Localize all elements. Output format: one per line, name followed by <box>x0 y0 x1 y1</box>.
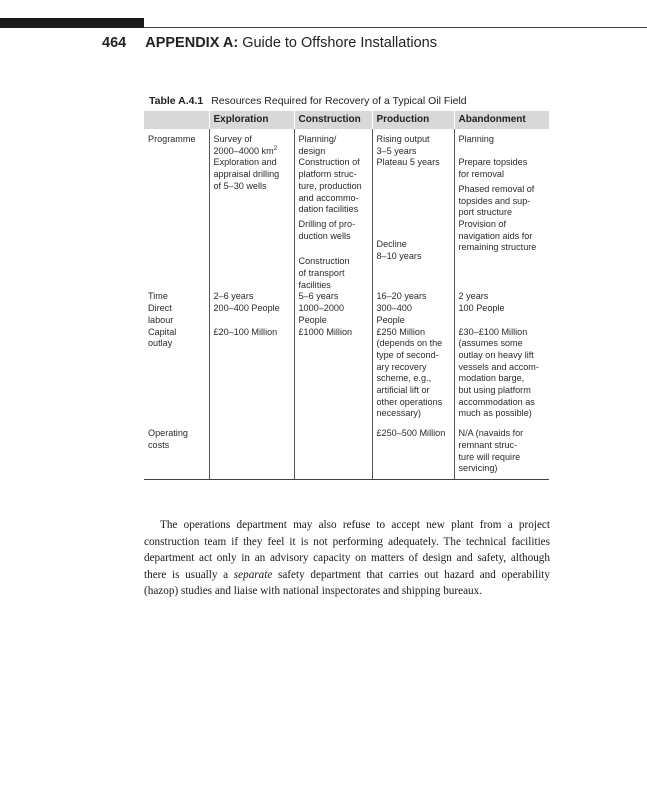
labour-exploration: 200–400 People <box>209 303 294 326</box>
programme-production <box>372 129 454 291</box>
body-text-italic: separate <box>233 568 273 581</box>
transport-line-3: facilities <box>298 279 331 290</box>
programme-exploration <box>209 129 294 291</box>
header-production: Production <box>372 111 454 129</box>
header-rule-bar <box>0 18 144 28</box>
operating-exploration <box>209 428 294 479</box>
operating-construction <box>294 428 372 479</box>
row-direct-labour <box>144 303 549 326</box>
table-header-row <box>144 111 549 129</box>
body-text-part-1: The operations department may also refuse to accept new plant from a project construction team if they feel it is not performing adequately. The technical facilities department act only in an advisory capacity on matters of design and safety, although there is usually a <box>144 519 550 581</box>
decline: Decline <box>376 239 407 250</box>
row-label-direct-labour: Direct labour <box>148 303 174 325</box>
row-capital-outlay <box>144 327 549 429</box>
capital-construction: £1000 Million <box>294 327 372 429</box>
operating-production: £250–500 Million <box>372 428 454 479</box>
header-abandonment: Abandonment <box>454 111 549 129</box>
capital-abandonment: £30–£100 Million (assumes some outlay on heavy lift vessels and accom- modation barge, but using platform accommodation as much as possible) <box>454 327 549 429</box>
row-programme <box>144 129 549 291</box>
table-caption-title: Resources Required for Recovery of a Typical Oil Field <box>211 95 467 107</box>
running-header <box>102 35 437 51</box>
time-production: 16–20 years <box>372 291 454 303</box>
platform-line-5: dation facilities <box>298 204 359 215</box>
labour-construction: 1000–2000 People <box>294 303 372 326</box>
body-paragraph <box>144 517 550 600</box>
abandonment-planning: Planning <box>458 134 494 144</box>
navigation-line-3: remaining structure <box>458 242 537 253</box>
rising-output: Rising output <box>376 134 430 144</box>
transport-line-1: Construction <box>298 256 350 267</box>
table-caption <box>149 95 467 107</box>
rising-years: 3–5 years <box>376 145 417 156</box>
page-number: 464 <box>102 35 127 51</box>
row-label-time: Time <box>148 291 168 302</box>
superscript-2: 2 <box>273 144 278 152</box>
header-rule-line <box>144 27 647 28</box>
labour-abandonment: 100 People <box>454 303 549 326</box>
time-construction: 5–6 years <box>294 291 372 303</box>
labour-production: 300–400 People <box>372 303 454 326</box>
row-label-operating-costs: Operating costs <box>144 428 209 479</box>
production-wells-line-2: duction wells <box>298 230 351 241</box>
row-label-programme: Programme <box>148 134 196 144</box>
time-abandonment: 2 years <box>454 291 549 303</box>
row-operating-costs <box>144 428 549 479</box>
plateau: Plateau 5 years <box>376 157 440 168</box>
survey-line-2: 2000–4000 $km^2$ <box>213 144 278 156</box>
phased-line-2: topsides and sup- <box>458 195 531 206</box>
header-construction: Construction <box>294 111 372 129</box>
resources-table <box>144 111 549 480</box>
survey-line-1: Survey of <box>213 134 252 144</box>
navigation-line-2: navigation aids for <box>458 230 533 241</box>
decline-years: 8–10 years <box>376 250 422 261</box>
appendix-label: APPENDIX A: <box>145 35 239 51</box>
programme-abandonment <box>454 129 549 291</box>
navigation-line-1: Provision of <box>458 218 507 229</box>
platform-line-2: platform struc- <box>298 169 357 180</box>
drilling-line-1: Exploration and <box>213 157 277 168</box>
programme-construction <box>294 129 372 291</box>
table-caption-label: Table A.4.1 <box>149 95 204 107</box>
body-text-part-2: safety department that carries out hazard and operability (hazop) studies and liaise with national inspectorates and shipping bureaux. <box>144 568 550 597</box>
row-label-capital-outlay: Capital outlay <box>148 326 177 349</box>
appendix-title: Guide to Offshore Installations <box>242 35 437 51</box>
transport-line-2: of transport <box>298 268 345 279</box>
capital-production: £250 Million (depends on the type of second- ary recovery scheme, e.g., artificial lift or other operations necessary) <box>372 327 454 429</box>
row-time <box>144 291 549 303</box>
platform-line-3: ture, production <box>298 180 362 191</box>
production-wells-line-1: Drilling of pro- <box>298 218 356 229</box>
platform-line-4: and accommo- <box>298 192 359 203</box>
capital-exploration: £20–100 Million <box>209 327 294 429</box>
platform-line-1: Construction of <box>298 157 360 168</box>
phased-line-1: Phased removal of <box>458 183 535 194</box>
topsides-line-1: Prepare topsides <box>458 157 528 168</box>
phased-line-3: port structure <box>458 207 513 218</box>
time-exploration: 2–6 years <box>209 291 294 303</box>
drilling-line-2: appraisal drilling <box>213 169 280 180</box>
header-exploration: Exploration <box>209 111 294 129</box>
header-cell-empty <box>144 111 209 129</box>
planning-design-2: design <box>298 145 326 156</box>
topsides-line-2: for removal <box>458 169 504 180</box>
operating-abandonment: N/A (navaids for remnant struc- ture will require servicing) <box>454 428 549 479</box>
drilling-line-3: of 5–30 wells <box>213 180 267 191</box>
planning-design-1: Planning/ <box>298 134 337 144</box>
